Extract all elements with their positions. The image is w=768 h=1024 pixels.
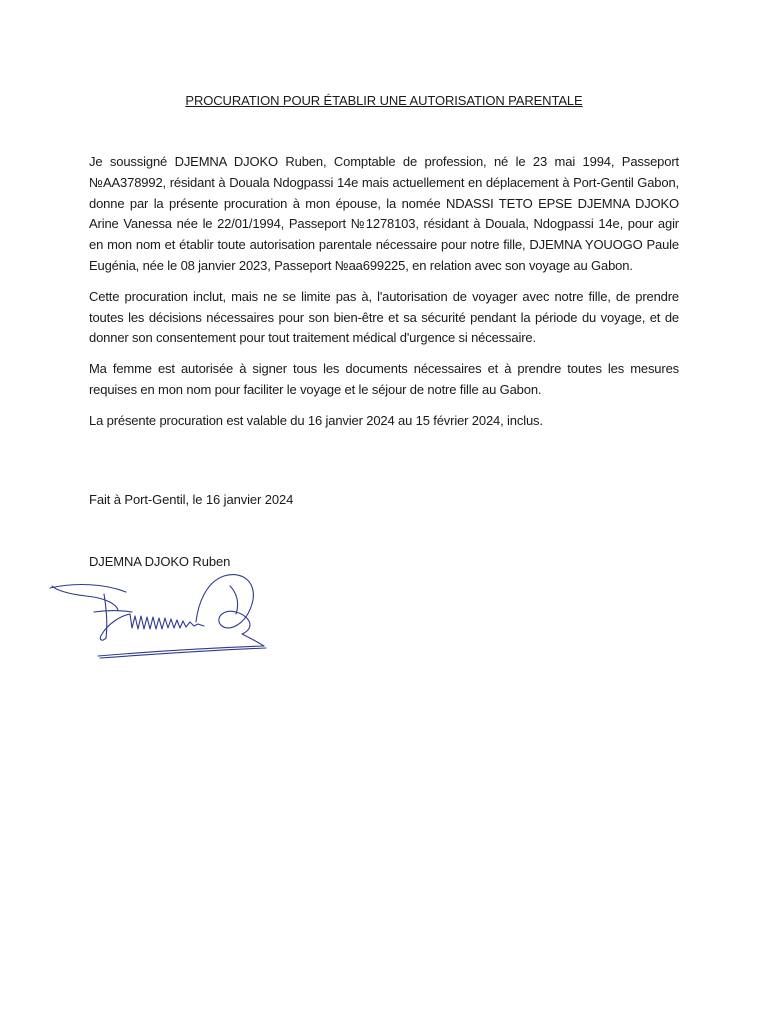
- handwritten-signature: [46, 566, 270, 662]
- paragraph-declaration: Je soussigné DJEMNA DJOKO Ruben, Comptable de profession, né le 23 mai 1994, Passeport №AA378992, résidant à Douala Ndogpassi 14e mais actuellement en déplacement à Port-Gentil Gabon, donne par la présente procuration à mon épouse, la nomée NDASSI TETO EPSE DJEMNA DJOKO Arine Vanessa née le 22/01/1994, Passeport №1278103, résidant à Douala, Ndogpassi 14e, pour agir en mon nom et établir toute autorisation parentale nécessaire pour notre fille, DJEMNA YOUOGO Paule Eugénia, née le 08 janvier 2023, Passeport №aa699225, en relation avec son voyage au Gabon.: [89, 154, 679, 273]
- place-and-date: Fait à Port-Gentil, le 16 janvier 2024: [89, 492, 294, 507]
- paragraph-validity: La présente procuration est valable du 16 janvier 2024 au 15 février 2024, inclus.: [89, 412, 543, 428]
- document-title: PROCURATION POUR ÉTABLIR UNE AUTORISATION PARENTALE: [185, 93, 583, 108]
- signer-name: DJEMNA DJOKO Ruben: [89, 554, 231, 569]
- paragraph-scope: Cette procuration inclut, mais ne se limite pas à, l'autorisation de voyager avec notre fille, de prendre toutes les décisions nécessaires pour son bien-être et sa sécurité pendant la période du voyage, et de donner son consentement pour tout traitement médical d'urgence si nécessaire.: [89, 288, 679, 346]
- paragraph-authorization: Ma femme est autorisée à signer tous les documents nécessaires et à prendre toutes les mesures requises en mon nom pour faciliter le voyage et le séjour de notre fille au Gabon.: [89, 361, 679, 397]
- document-body: [89, 152, 679, 442]
